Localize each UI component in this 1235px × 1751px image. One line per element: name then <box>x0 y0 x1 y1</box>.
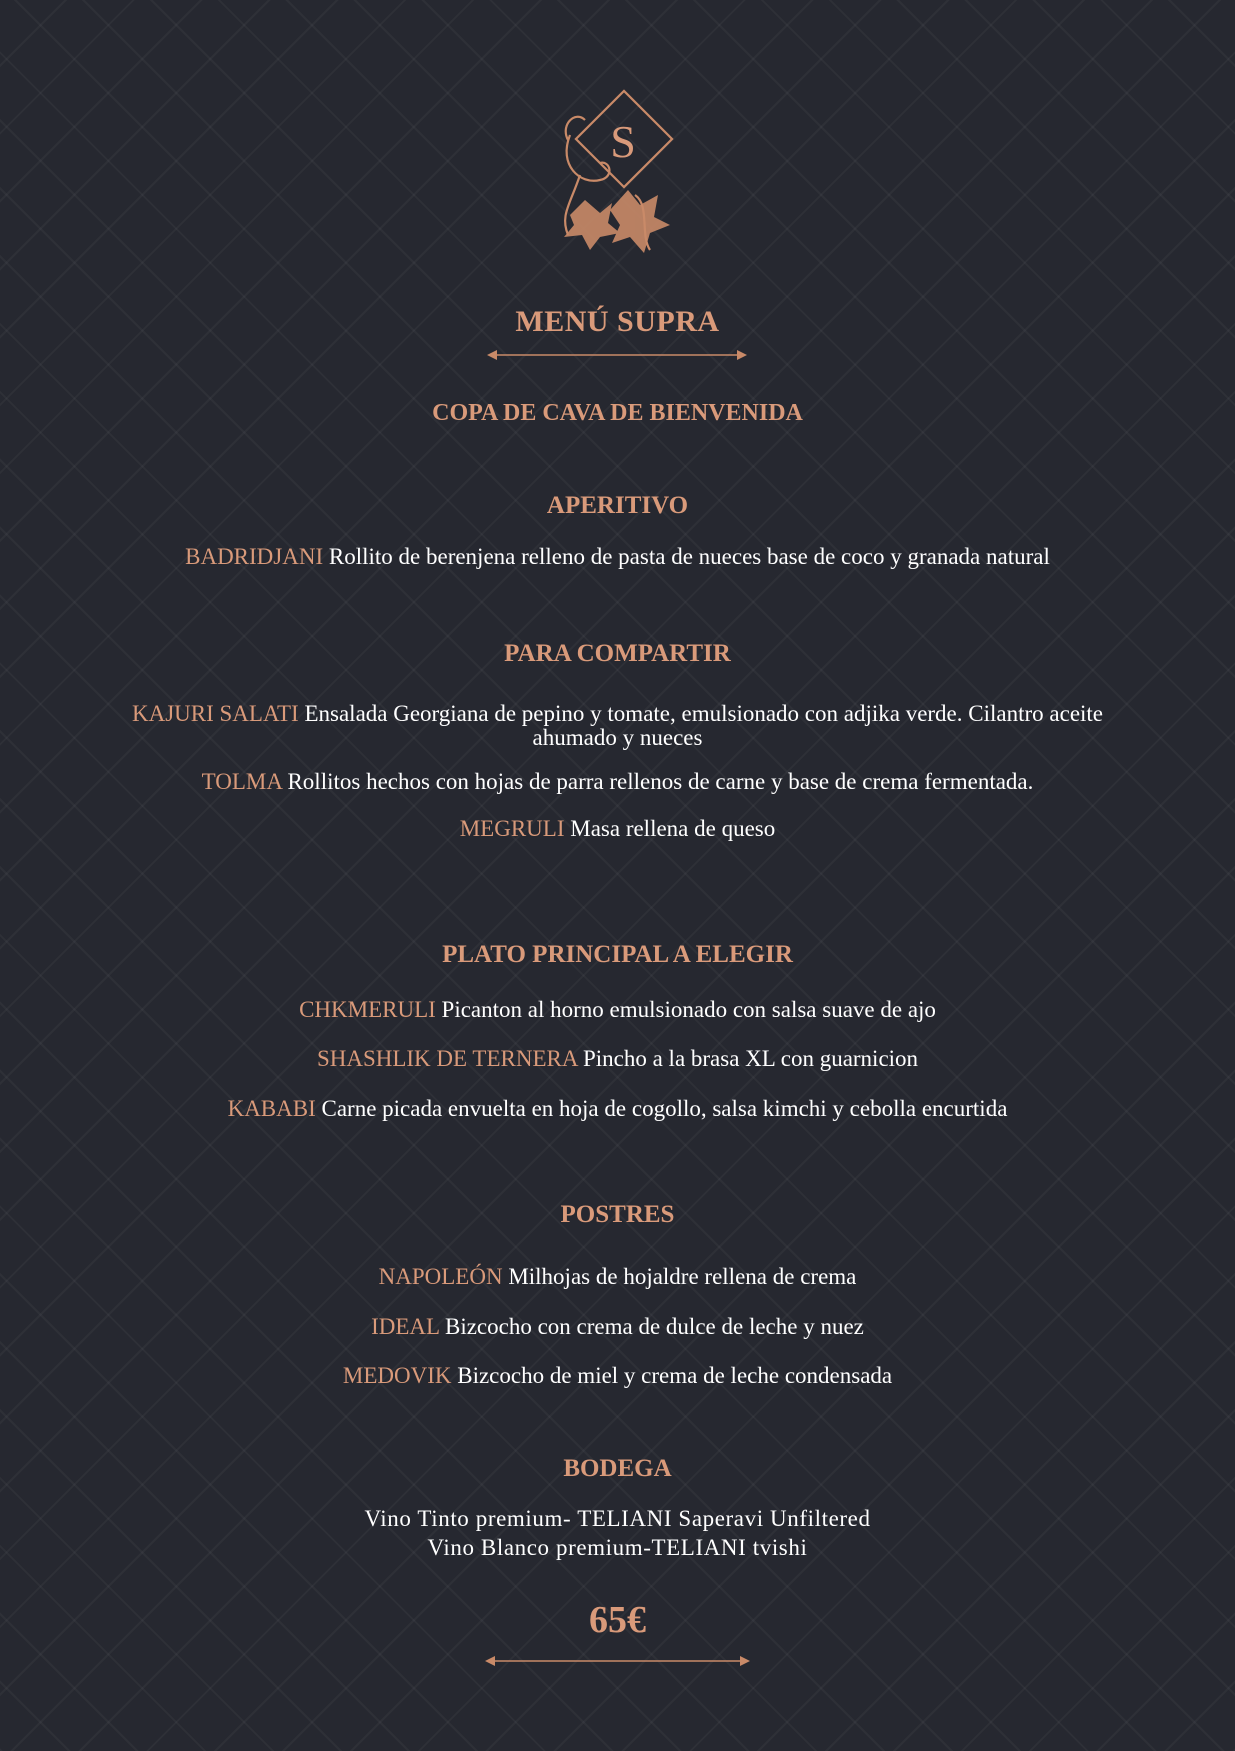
heading-para-compartir: PARA COMPARTIR <box>504 640 731 667</box>
dish-name: IDEAL <box>371 1314 440 1339</box>
welcome-drink: COPA DE CAVA DE BIENVENIDA <box>432 400 803 426</box>
menu-item <box>0 1315 1235 1339</box>
dish-name: BADRIDJANI <box>185 544 324 569</box>
wine-line: Vino Blanco premium-TELIANI tvishi <box>427 1535 808 1560</box>
dish-description: Bizcocho con crema de dulce de leche y nuez <box>444 1314 864 1339</box>
menu-item <box>0 1265 1235 1289</box>
menu-price: 65€ <box>589 1599 646 1641</box>
heading-bodega: BODEGA <box>563 1455 672 1482</box>
divider-arrow-icon <box>487 345 747 365</box>
dish-description: Carne picada envuelta en hoja de cogollo, salsa kimchi y cebolla encurtida <box>321 1096 1008 1121</box>
heading-postres: POSTRES <box>560 1201 675 1228</box>
heading-plato-principal: PLATO PRINCIPAL A ELEGIR <box>442 941 793 968</box>
logo-letter: S <box>610 116 636 167</box>
dish-name: MEDOVIK <box>342 1363 452 1388</box>
menu-item <box>0 817 1235 841</box>
dish-description: Masa rellena de queso <box>570 816 776 841</box>
menu-item <box>0 1047 1235 1071</box>
dish-description-continued: ahumado y nueces <box>532 725 703 750</box>
dish-description: Picanton al horno emulsionado con salsa suave de ajo <box>441 997 936 1022</box>
dish-description: Pincho a la brasa XL con guarnicion <box>582 1046 919 1071</box>
dish-name: NAPOLEÓN <box>378 1264 503 1289</box>
dish-name: TOLMA <box>201 769 282 794</box>
heading-aperitivo: APERITIVO <box>546 492 689 519</box>
dish-name: MEGRULI <box>459 816 565 841</box>
menu-item <box>0 702 1235 726</box>
dish-name: SHASHLIK DE TERNERA <box>316 1046 578 1071</box>
dish-name: KABABI <box>227 1096 316 1121</box>
dish-name: KAJURI SALATI <box>131 701 299 726</box>
dish-description: Milhojas de hojaldre rellena de crema <box>508 1264 857 1289</box>
menu-item <box>0 1097 1235 1121</box>
menu-item <box>0 545 1235 569</box>
menu-title: MENÚ SUPRA <box>515 305 720 338</box>
dish-description: Bizcocho de miel y crema de leche condensada <box>457 1363 893 1388</box>
restaurant-logo-icon <box>540 85 690 265</box>
wine-line: Vino Tinto premium- TELIANI Saperavi Unfiltered <box>364 1506 871 1531</box>
dish-description: Ensalada Georgiana de pepino y tomate, emulsionado con adjika verde. Cilantro aceite <box>304 701 1104 726</box>
menu-item <box>0 1364 1235 1388</box>
dish-description: Rollitos hechos con hojas de parra rellenos de carne y base de crema fermentada. <box>287 769 1034 794</box>
menu-item <box>0 998 1235 1022</box>
divider-arrow-icon <box>485 1651 750 1671</box>
menu-item <box>0 770 1235 794</box>
dish-name: CHKMERULI <box>299 997 436 1022</box>
dish-description: Rollito de berenjena relleno de pasta de nueces base de coco y granada natural <box>328 544 1050 569</box>
